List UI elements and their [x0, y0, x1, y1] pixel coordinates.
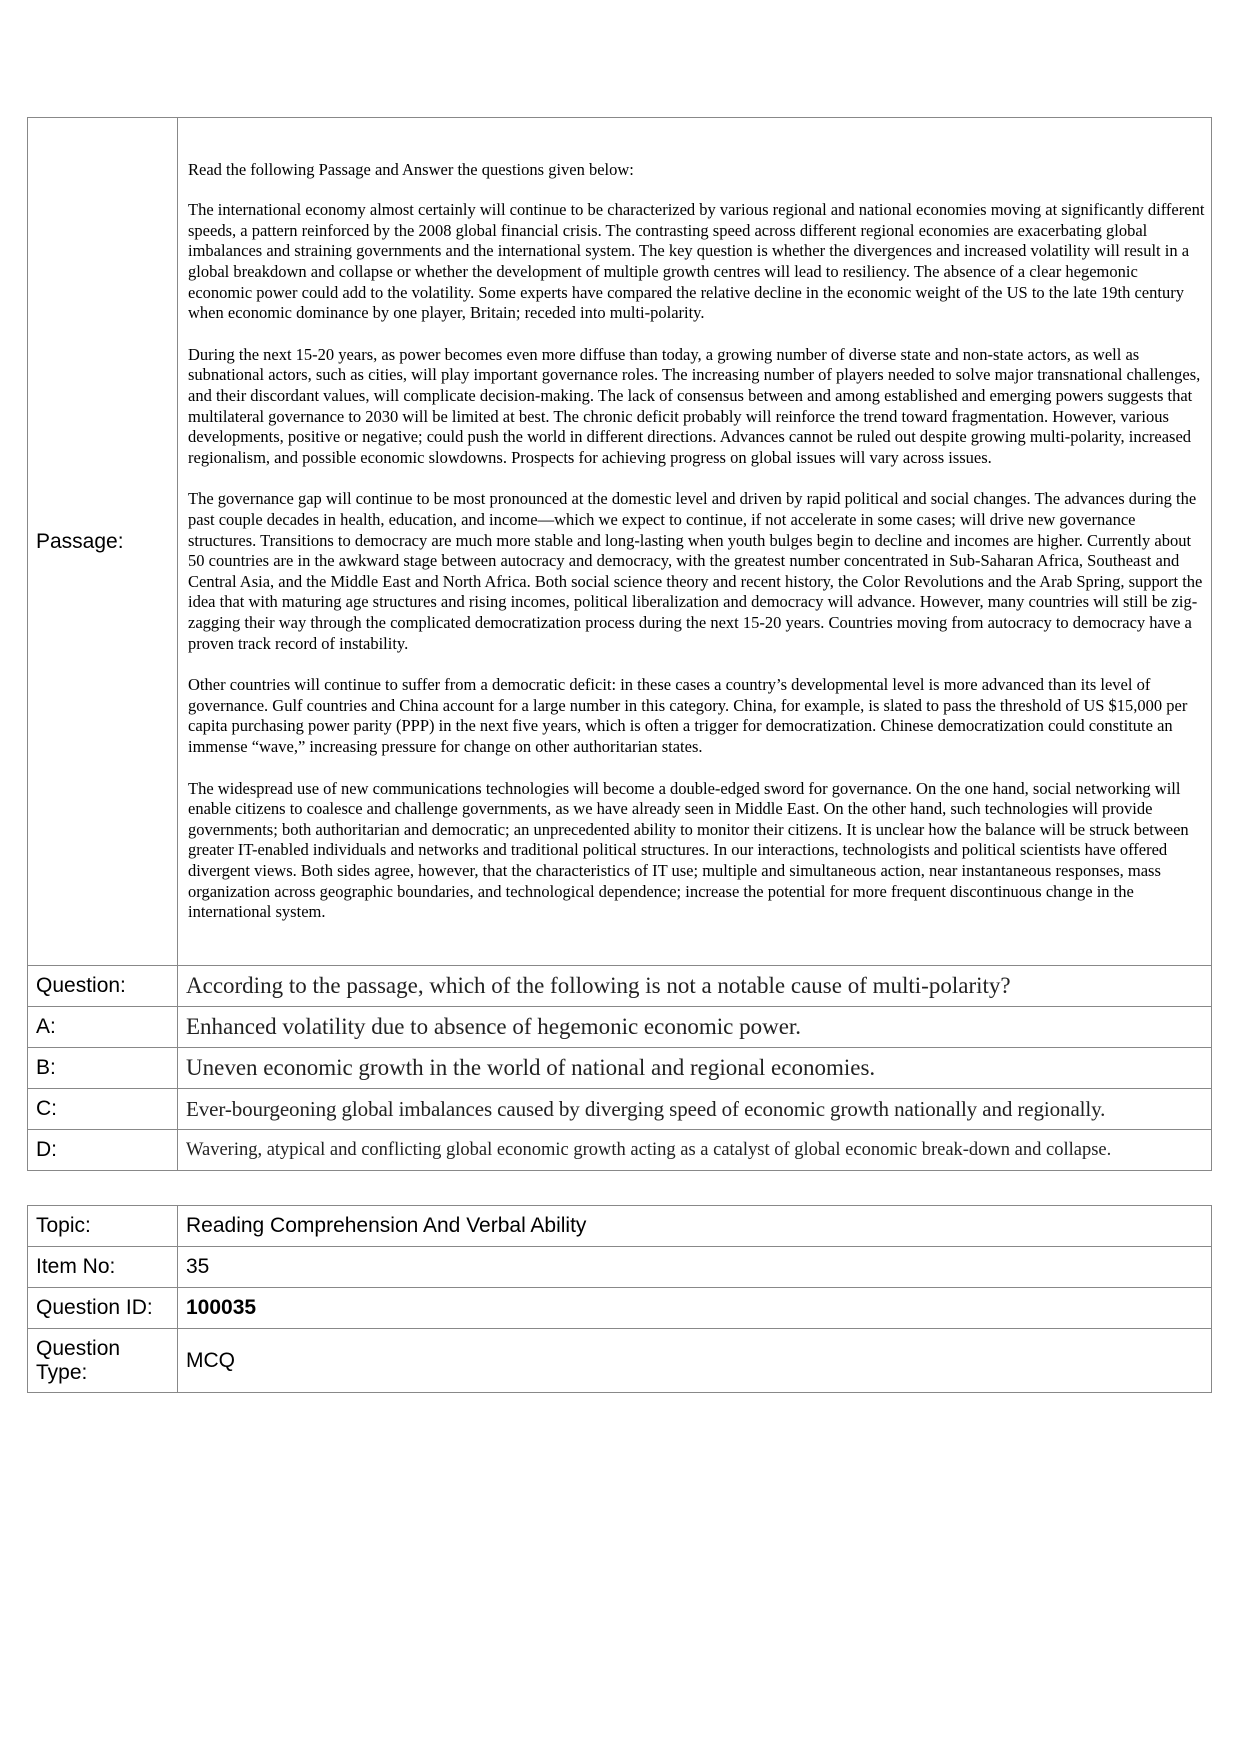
option-row-c[interactable]: [28, 1089, 1212, 1130]
option-c-text[interactable]: Ever-bourgeoning global imbalances caused by diverging speed of economic growth nationally and regionally.: [178, 1089, 1212, 1130]
option-b-text[interactable]: Uneven economic growth in the world of national and regional economies.: [178, 1048, 1212, 1089]
option-a-label: A:: [28, 1007, 178, 1048]
passage-paragraph-3: The governance gap will continue to be most pronounced at the domestic level and driven by rapid political and social changes. The advances during the past couple decades in health, education, and income—which we expect to continue, if not accelerate in some cases; will drive new governance structures. Transitions to democracy are much more stable and long-lasting when youth bulges begin to decline and incomes are higher. Currently about 50 countries are in the awkward stage between autocracy and democracy, with the greatest number concentrated in Sub-Saharan Africa, Southeast and Central Asia, and the Middle East and North Africa. Both social science theory and recent history, the Color Revolutions and the Arab Spring, support the idea that with maturing age structures and rising incomes, political liberalization and democracy will advance. However, many countries will still be zig-zagging their way through the complicated democratization process during the next 15-20 years. Countries moving from autocracy to democracy have a proven track record of instability.: [188, 489, 1203, 653]
option-a-text[interactable]: Enhanced volatility due to absence of hegemonic economic power.: [178, 1007, 1212, 1048]
option-d-label: D:: [28, 1130, 178, 1171]
option-c-label: C:: [28, 1089, 178, 1130]
passage-content: [178, 118, 1212, 966]
question-table: [27, 117, 1212, 1171]
question-id-value: 100035: [178, 1288, 1212, 1329]
topic-label: Topic:: [28, 1206, 178, 1247]
item-no-value: 35: [178, 1247, 1212, 1288]
question-id-row: [28, 1288, 1212, 1329]
question-text: According to the passage, which of the following is not a notable cause of multi-polarity?: [178, 966, 1212, 1007]
item-no-row: [28, 1247, 1212, 1288]
question-row: [28, 966, 1212, 1007]
passage-paragraph-2: During the next 15-20 years, as power becomes even more diffuse than today, a growing number of diverse state and non-state actors, as well as subnational actors, such as cities, will play important governance roles. The increasing number of players needed to solve major transnational challenges, and their discordant values, will complicate decision-making. The lack of consensus between and among established and emerging powers suggests that multilateral governance to 2030 will be limited at best. The chronic deficit probably will reinforce the trend toward fragmentation. However, various developments, positive or negative; could push the world in different directions. Advances cannot be ruled out despite growing multi-polarity, increased regionalism, and possible economic slowdowns. Prospects for achieving progress on global issues will vary across issues.: [188, 344, 1201, 467]
question-type-row: [28, 1329, 1212, 1393]
option-row-b[interactable]: [28, 1048, 1212, 1089]
topic-value: Reading Comprehension And Verbal Ability: [178, 1206, 1212, 1247]
metadata-table: [27, 1205, 1212, 1393]
item-no-label: Item No:: [28, 1247, 178, 1288]
passage-paragraph-1: The international economy almost certainly will continue to be characterized by various regional and national economies moving at significantly different speeds, a pattern reinforced by the 2008 global financial crisis. The contrasting speed across different regional economies are exacerbating global imbalances and straining governments and the international system. The key question is whether the divergences and increased volatility will result in a global breakdown and collapse or whether the development of multiple growth centres will lead to resiliency. The absence of a clear hegemonic economic power could add to the volatility. Some experts have compared the relative decline in the economic weight of the US to the late 19th century when economic dominance by one player, Britain; receded into multi-polarity.: [188, 200, 1205, 323]
passage-paragraph-5: The widespread use of new communications technologies will become a double-edged sword for governance. On the one hand, social networking will enable citizens to coalesce and challenge governments, as we have already seen in Middle East. On the other hand, such technologies will provide governments; both authoritarian and democratic; an unprecedented ability to monitor their citizens. It is unclear how the balance will be struck between greater IT-enabled individuals and networks and traditional political structures. In our interactions, technologists and political scientists have offered divergent views. Both sides agree, however, that the characteristics of IT use; multiple and simultaneous action, near instantaneous responses, mass organization across geographic boundaries, and technological dependence; increase the potential for more frequent discontinuous change in the international system.: [188, 778, 1189, 922]
question-label: Question:: [28, 966, 178, 1007]
passage-label: Passage:: [28, 118, 178, 966]
option-b-label: B:: [28, 1048, 178, 1089]
question-type-label-line2: Type:: [36, 1360, 88, 1384]
option-row-d[interactable]: [28, 1130, 1212, 1171]
topic-row: [28, 1206, 1212, 1247]
question-type-label-line1: Question: [36, 1336, 121, 1360]
question-id-label: Question ID:: [28, 1288, 178, 1329]
passage-intro: Read the following Passage and Answer the questions given below:: [188, 160, 634, 180]
passage-row: [28, 118, 1212, 966]
question-type-value: MCQ: [178, 1329, 1212, 1393]
question-type-label: [28, 1329, 178, 1393]
passage-paragraph-4: Other countries will continue to suffer from a democratic deficit: in these cases a country’s developmental level is more advanced than its level of governance. Gulf countries and China account for a large number in this category. China, for example, is slated to pass the threshold of US $15,000 per capita purchasing power parity (PPP) in the next five years, which is often a trigger for democratization. Chinese democratization could constitute an immense “wave,” increasing pressure for change on other authoritarian states.: [188, 675, 1188, 756]
option-row-a[interactable]: [28, 1007, 1212, 1048]
option-d-text[interactable]: Wavering, atypical and conflicting global economic growth acting as a catalyst of global economic break-down and collapse.: [178, 1130, 1212, 1171]
